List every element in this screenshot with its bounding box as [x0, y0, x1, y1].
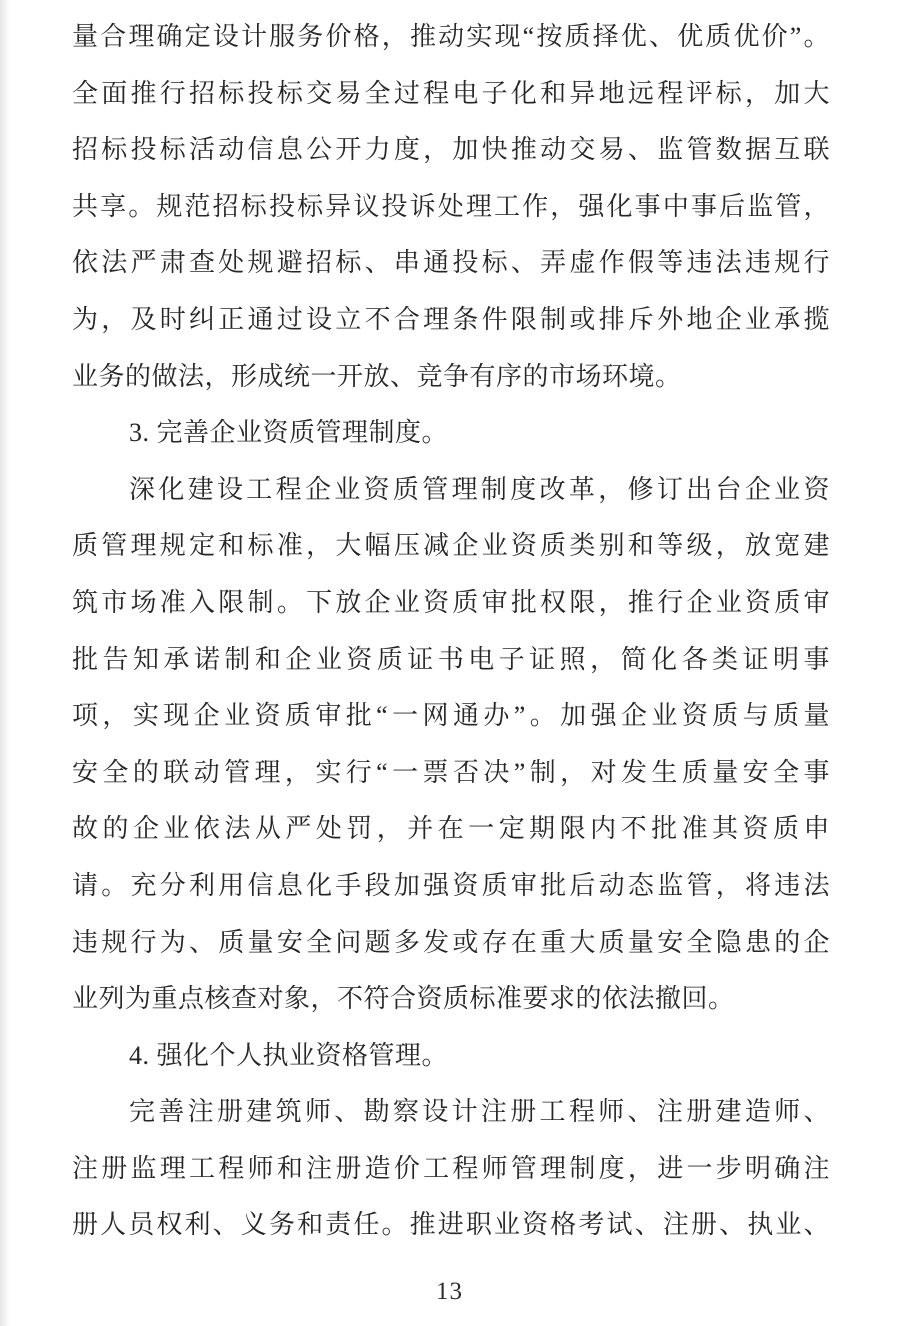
text-line: 批告知承诺制和企业资质证书电子证照，简化各类证明事 [72, 644, 830, 674]
text-line: 深化建设工程企业资质管理制度改革，修订出台企业资 [129, 474, 830, 504]
text-line: 依法严肃查处规避招标、串通投标、弄虚作假等违法违规行 [72, 248, 830, 278]
text-line: 请。充分利用信息化手段加强资质审批后动态监管，将违法 [72, 870, 830, 900]
text-line: 安全的联动管理，实行“一票否决”制，对发生质量安全事 [72, 757, 830, 787]
text-line: 为，及时纠正通过设立不合理条件限制或排斥外地企业承揽 [72, 304, 830, 334]
text-line: 业列为重点核查对象，不符合资质标准要求的依法撤回。 [72, 984, 735, 1014]
text-line: 量合理确定设计服务价格，推动实现“按质择优、优质优价”。 [72, 22, 830, 51]
scan-edge-shading [0, 0, 10, 1326]
text-line: 业务的做法，形成统一开放、竞争有序的市场环境。 [72, 361, 682, 391]
text-line: 完善注册建筑师、勘察设计注册工程师、注册建造师、 [129, 1097, 830, 1127]
text-line: 4. 强化个人执业资格管理。 [129, 1040, 449, 1070]
text-line: 筑市场准入限制。下放企业资质审批权限，推行企业资质审 [72, 587, 830, 617]
page-number: 13 [436, 1278, 463, 1305]
text-line: 注册监理工程师和注册造价工程师管理制度，进一步明确注 [72, 1153, 830, 1183]
text-line: 违规行为、质量安全问题多发或存在重大质量安全隐患的企 [72, 927, 830, 957]
text-line: 项，实现企业资质审批“一网通办”。加强企业资质与质量 [72, 701, 830, 731]
text-line: 全面推行招标投标交易全过程电子化和异地远程评标，加大 [72, 78, 830, 108]
text-line: 共享。规范招标投标异议投诉处理工作，强化事中事后监管， [72, 191, 830, 221]
text-line: 质管理规定和标准，大幅压减企业资质类别和等级，放宽建 [72, 531, 830, 561]
text-line: 3. 完善企业资质管理制度。 [129, 418, 449, 448]
document-body [72, 9, 830, 1254]
text-line: 故的企业依法从严处罚，并在一定期限内不批准其资质申 [72, 814, 830, 844]
text-line: 册人员权利、义务和责任。推进职业资格考试、注册、执业、 [72, 1210, 830, 1240]
text-line: 招标投标活动信息公开力度，加快推动交易、监管数据互联 [72, 135, 830, 165]
